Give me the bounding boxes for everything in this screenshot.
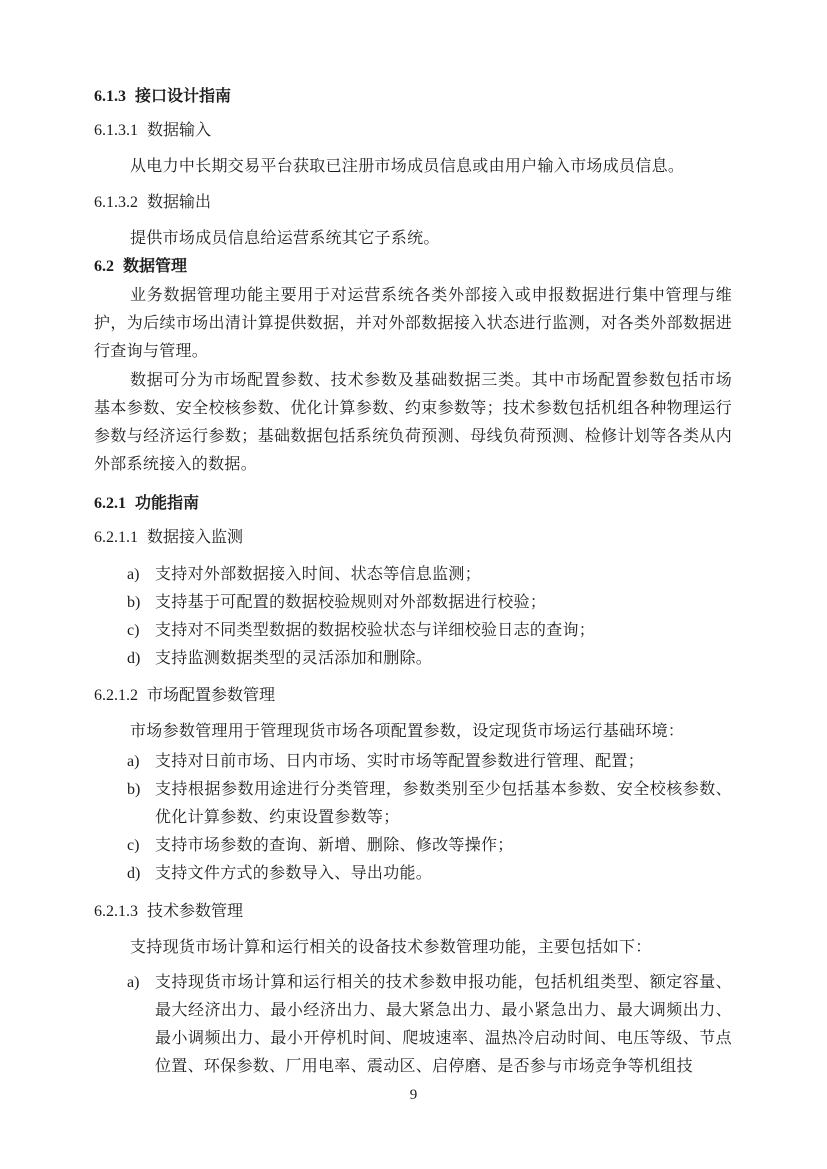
list-marker: c): [127, 837, 140, 854]
list-marker: b): [127, 781, 141, 798]
list-6-2-1-3: [94, 969, 732, 1081]
paragraph-tech-params-intro: 支持现货市场计算和运行相关的设备技术参数管理功能，主要包括如下：: [130, 939, 652, 956]
paragraph-data-management-1: 业务数据管理功能主要用于对运营系统各类外部接入或申报数据进行集中管理与维护，为后续市场出清计算提供数据，并对外部数据接入状态进行监测，对各类外部数据进行查询与管理。: [94, 287, 732, 360]
heading-title: 市场配置参数管理: [147, 687, 276, 704]
list-marker: b): [127, 594, 141, 611]
heading-number: 6.2.1.1: [94, 529, 138, 546]
page-number: 9: [409, 1087, 418, 1103]
list-item: [94, 969, 732, 1081]
list-marker: a): [127, 753, 140, 770]
list-item: [94, 748, 732, 776]
list-6-2-1-1: [94, 561, 732, 673]
paragraph-data-input: 从电力中长期交易平台获取已注册市场成员信息或由用户输入市场成员信息。: [130, 158, 685, 175]
heading-number: 6.1.3: [94, 88, 126, 105]
heading-6-2-1: [94, 490, 732, 518]
list-text: 支持现货市场计算和运行相关的技术参数申报功能，包括机组类型、额定容量、最大经济出力、最小经济出力、最大紧急出力、最小紧急出力、最大调频出力、最小调频出力、最小开停机时间、爬坡速率、温热冷启动时间、电压等级、节点位置、环保参数、厂用电率、震动区、启停磨、是否参与市场竞争等机组技: [155, 974, 732, 1075]
heading-title: 接口设计指南: [135, 88, 232, 105]
heading-title: 数据输出: [147, 194, 212, 211]
paragraph-market-params-intro: 市场参数管理用于管理现货市场各项配置参数，设定现货市场运行基础环境：: [130, 723, 685, 740]
heading-number: 6.2: [94, 258, 114, 275]
list-item: [94, 860, 732, 888]
paragraph-data-output: 提供市场成员信息给运营系统其它子系统。: [130, 230, 440, 247]
heading-6-1-3: [94, 83, 732, 111]
heading-6-1-3-2: [94, 189, 732, 217]
heading-number: 6.2.1.3: [94, 903, 138, 920]
list-text: 支持市场参数的查询、新增、删除、修改等操作；: [155, 837, 514, 854]
list-text: 支持基于可配置的数据校验规则对外部数据进行校验；: [155, 594, 547, 611]
heading-6-2: [94, 253, 732, 281]
list-marker: d): [127, 865, 141, 882]
heading-number: 6.1.3.2: [94, 194, 138, 211]
list-marker: a): [127, 974, 140, 991]
heading-title: 数据管理: [123, 258, 188, 275]
list-6-2-1-2: [94, 748, 732, 888]
list-text: 支持文件方式的参数导入、导出功能。: [155, 865, 433, 882]
list-text: 支持对日前市场、日内市场、实时市场等配置参数进行管理、配置；: [155, 753, 645, 770]
list-text: 支持根据参数用途进行分类管理，参数类别至少包括基本参数、安全校核参数、优化计算参数、约束设置参数等；: [155, 781, 732, 826]
heading-6-1-3-1: [94, 117, 732, 145]
page-footer: [0, 1081, 827, 1109]
list-marker: d): [127, 650, 141, 667]
list-text: 支持对外部数据接入时间、状态等信息监测；: [155, 566, 482, 583]
heading-title: 数据输入: [147, 122, 212, 139]
heading-6-2-1-1: [94, 524, 732, 552]
heading-number: 6.2.1: [94, 495, 126, 512]
heading-title: 数据接入监测: [147, 529, 244, 546]
list-text: 支持对不同类型数据的数据校验状态与详细校验日志的查询；: [155, 622, 596, 639]
heading-number: 6.2.1.2: [94, 687, 138, 704]
page-content: [94, 83, 732, 1081]
list-marker: a): [127, 566, 140, 583]
heading-6-2-1-2: [94, 682, 732, 710]
list-item: [94, 589, 732, 617]
heading-title: 技术参数管理: [147, 903, 244, 920]
heading-6-2-1-3: [94, 898, 732, 926]
heading-title: 功能指南: [135, 495, 200, 512]
list-marker: c): [127, 622, 140, 639]
list-item: [94, 832, 732, 860]
list-item: [94, 776, 732, 832]
list-item: [94, 561, 732, 589]
list-item: [94, 645, 732, 673]
list-item: [94, 617, 732, 645]
paragraph-data-management-2: 数据可分为市场配置参数、技术参数及基础数据三类。其中市场配置参数包括市场基本参数、安全校核参数、优化计算参数、约束参数等；技术参数包括机组各种物理运行参数与经济运行参数；基础数据包括系统负荷预测、母线负荷预测、检修计划等各类从内外部系统接入的数据。: [94, 372, 732, 473]
list-text: 支持监测数据类型的灵活添加和删除。: [155, 650, 433, 667]
heading-number: 6.1.3.1: [94, 122, 138, 139]
